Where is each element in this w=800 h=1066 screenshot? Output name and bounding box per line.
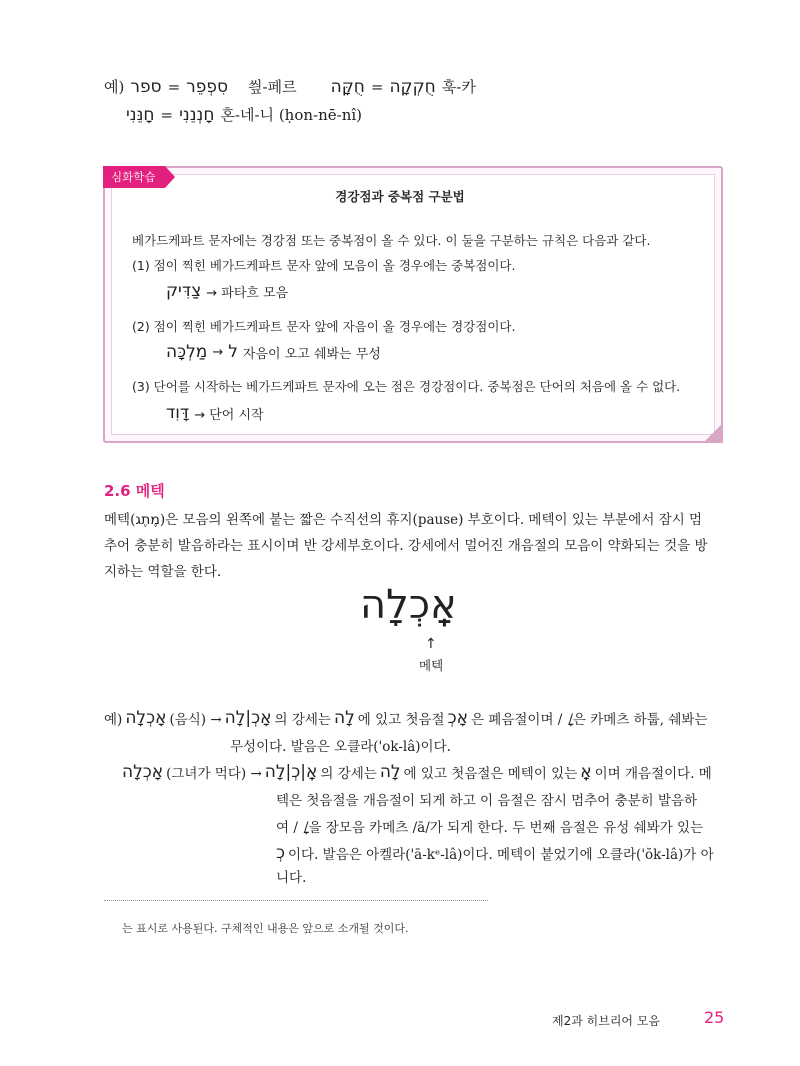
rule-3: (3) 단어를 시작하는 베가드케파트 문자에 오는 점은 경강점이다. 중복점은 단어의 처음에 올 수 없다. <box>132 379 681 394</box>
equals-sign: = <box>167 77 181 96</box>
hebrew-word: צַדִּיק <box>166 281 202 301</box>
example-a-line-2 <box>230 735 451 755</box>
para-text: )은 모음의 왼쪽에 붙는 짧은 수직선의 휴지(pause) 부호이다. 메텍이 있는 부분에서 잠시 멈추어 충분히 발음하라는 표시이며 반 강세부호이다. 강세에서 멀어진 개음절의 모음이 약화되는 것을 방지하는 역할을 한다. <box>104 512 708 580</box>
hebrew-word: מַלְכָּה <box>166 342 208 362</box>
example-line-1 <box>104 76 476 97</box>
rule-2-example <box>166 342 381 362</box>
equals-sign: = <box>370 77 384 96</box>
section-title: 2.6 메텍 <box>104 482 165 500</box>
example-line-2 <box>126 104 362 125</box>
rule-1-example <box>166 281 288 301</box>
example-prefix: 예) <box>104 712 123 728</box>
gloss: (음식) → <box>169 712 222 728</box>
example-note: → 단어 시작 <box>194 407 264 423</box>
up-arrow: ↑ <box>425 636 437 652</box>
example-b-line-4 <box>276 843 714 863</box>
box-title: 경강점과 중복점 구분법 <box>335 189 465 204</box>
hebrew-syllable: לָה <box>333 708 355 728</box>
reading: 혼-네-니 (ḥon-nē-nî) <box>220 106 363 124</box>
rule-2: (2) 점이 찍힌 베가드케파트 문자 앞에 자음이 올 경우에는 경강점이다. <box>132 319 516 334</box>
gloss: (그녀가 먹다) → <box>166 766 262 782</box>
text: 니다. <box>276 870 307 886</box>
hebrew-word-doubled: סִפְפֵר <box>186 76 229 97</box>
chapter-title: 제2과 히브리어 모음 <box>552 1014 661 1028</box>
text: 에 있고 첫음절은 메텍이 있는 <box>403 766 578 782</box>
hebrew-syllable: אָֽ <box>580 762 592 782</box>
hebrew-word: אָכְלָה <box>125 708 167 728</box>
hebrew-word-doubled: חָנְנֵנִי <box>179 104 215 125</box>
box-intro: 베가드케파트 문자에는 경강점 또는 중복점이 올 수 있다. 이 둘을 구분하는 규칙은 다음과 같다. <box>132 233 651 248</box>
text: 여 / <box>276 820 298 836</box>
rule-1: (1) 점이 찍힌 베가드케파트 문자 앞에 모음이 올 경우에는 중복점이다. <box>132 258 516 273</box>
text: 의 강세는 <box>274 712 331 728</box>
text: 텍은 첫음절을 개음절이 되게 하고 이 음절은 잠시 멈추어 충분히 발음하 <box>276 793 698 809</box>
hebrew-word: מֶתֶג <box>135 512 160 528</box>
example-b-line-3 <box>276 816 703 836</box>
text: 에 있고 첫음절 <box>357 712 445 728</box>
text: 무성이다. 발음은 오클라('ok-lâ)이다. <box>230 739 451 755</box>
deep-study-tag: 심화학습 <box>103 166 165 188</box>
text: /을 장모음 카메츠 /ā/가 되게 한다. 두 번째 음절은 유성 쉐봐가 있는 <box>303 820 704 836</box>
reading: 훅-카 <box>441 78 476 96</box>
hebrew-word-split: אָכְ|לָה <box>224 708 272 728</box>
hebrew-word: חֻקָּה <box>330 76 365 97</box>
section-paragraph <box>104 507 714 585</box>
example-a-line-1 <box>104 708 707 728</box>
hebrew-letter: ל <box>228 342 238 362</box>
page-number: 25 <box>704 1008 725 1027</box>
text: 은 폐음절이며 / <box>470 712 563 728</box>
deep-study-box <box>103 166 723 443</box>
example-prefix: 예) <box>104 78 125 96</box>
text: /은 카메츠 하툽, 쉐봐는 <box>568 712 708 728</box>
big-hebrew-word: אָֽכְלָה <box>360 582 457 628</box>
footnote: 는 표시로 사용된다. 구체적인 내용은 앞으로 소개될 것이다. <box>122 922 409 935</box>
hebrew-syllable: לָה <box>379 762 401 782</box>
example-b-line-1 <box>122 762 712 782</box>
example-note: → 파타흐 모음 <box>206 285 289 301</box>
hebrew-letter: כְ <box>276 843 285 863</box>
text: 이며 개음절이다. 메 <box>594 766 712 782</box>
arrow: → <box>212 344 224 360</box>
para-text: 메텍( <box>104 512 136 528</box>
example-b-line-2 <box>276 789 697 809</box>
hebrew-word: אָכְלָה <box>122 762 164 782</box>
box-corner-fold <box>703 423 723 443</box>
example-b-line-5 <box>276 866 306 886</box>
example-note: 자음이 오고 쉐봐는 무성 <box>242 346 381 362</box>
meteg-caption: 메텍 <box>419 658 444 673</box>
hebrew-word: דָּוִד <box>166 403 190 423</box>
equals-sign: = <box>160 105 174 124</box>
text: 이다. 발음은 아켈라('ā-kᵉ-lâ)이다. 메텍이 붙었기에 오클라('ŏk-lâ)가 아 <box>288 847 714 863</box>
rule-3-example <box>166 403 264 423</box>
hebrew-word-split: אָֽ|כְ|לָה <box>264 762 318 782</box>
reading: 씦-페르 <box>248 78 297 96</box>
text: 의 강세는 <box>320 766 377 782</box>
hebrew-syllable: אָכְ <box>447 708 468 728</box>
hebrew-word-doubled: חֻקְקָה <box>389 76 436 97</box>
hebrew-word: ספר <box>130 76 162 97</box>
footnote-divider <box>104 900 488 901</box>
hebrew-word: חָנֵּנִי <box>126 104 155 125</box>
